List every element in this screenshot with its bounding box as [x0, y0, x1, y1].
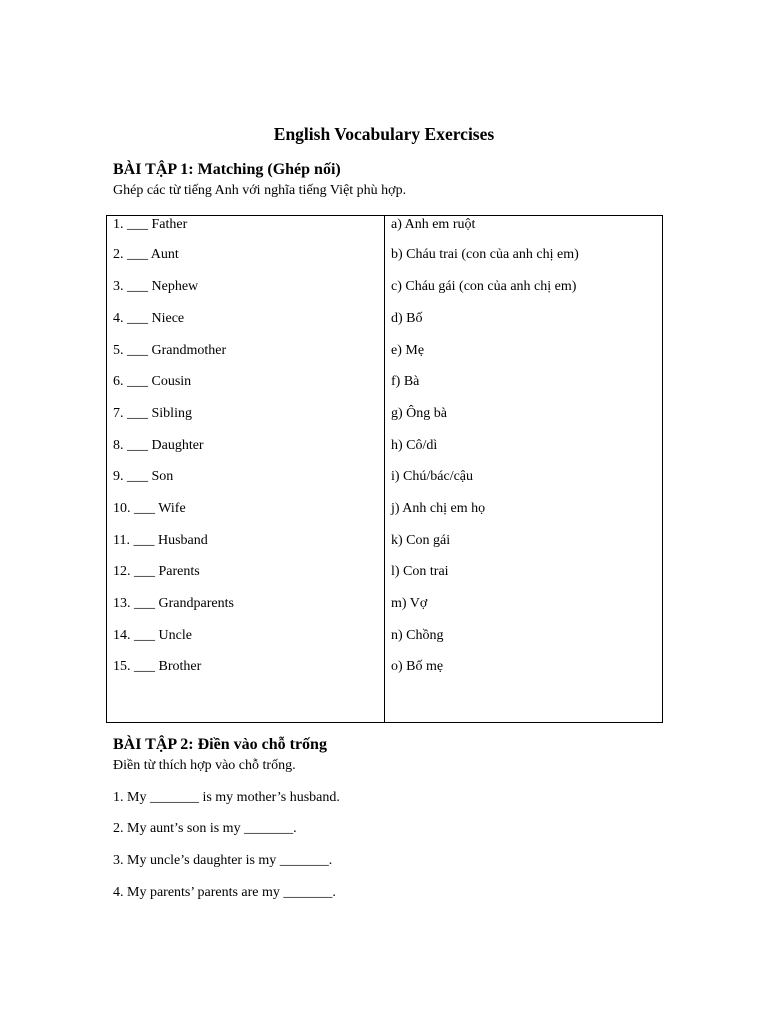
- vietnamese-item: o) Bố mẹ: [391, 659, 444, 674]
- vietnamese-item: m) Vợ: [391, 596, 428, 611]
- fill-blank-question: 1. My _______ is my mother’s husband.: [113, 790, 340, 805]
- vietnamese-item: k) Con gái: [391, 533, 451, 548]
- exercise1-instruction: Ghép các từ tiếng Anh với nghĩa tiếng Việt phù hợp.: [113, 183, 407, 198]
- fill-blank-question: 2. My aunt’s son is my _______.: [113, 821, 297, 836]
- vietnamese-item: h) Cô/dì: [391, 438, 438, 453]
- english-item: 3. ___ Nephew: [113, 279, 199, 294]
- english-item: 6. ___ Cousin: [113, 374, 192, 389]
- vietnamese-item: n) Chồng: [391, 628, 444, 643]
- english-item: 8. ___ Daughter: [113, 438, 204, 453]
- english-item: 4. ___ Niece: [113, 311, 185, 326]
- vietnamese-item: j) Anh chị em họ: [391, 501, 486, 516]
- english-words-column: [107, 216, 385, 722]
- english-item: 5. ___ Grandmother: [113, 343, 227, 358]
- matching-table: [106, 215, 663, 723]
- vietnamese-item: f) Bà: [391, 374, 420, 389]
- vietnamese-item: e) Mẹ: [391, 343, 425, 358]
- english-item: 12. ___ Parents: [113, 564, 200, 579]
- exercise1-heading: BÀI TẬP 1: Matching (Ghép nối): [113, 161, 341, 178]
- english-item: 11. ___ Husband: [113, 533, 208, 548]
- english-item: 9. ___ Son: [113, 469, 174, 484]
- fill-blank-question: 4. My parents’ parents are my _______.: [113, 885, 336, 900]
- english-item: 10. ___ Wife: [113, 501, 186, 516]
- english-item: 15. ___ Brother: [113, 659, 202, 674]
- document-title: English Vocabulary Exercises: [273, 124, 495, 144]
- english-item: 14. ___ Uncle: [113, 628, 192, 643]
- fill-blank-question: 3. My uncle’s daughter is my _______.: [113, 853, 333, 868]
- vietnamese-item: l) Con trai: [391, 564, 449, 579]
- exercise2-heading: BÀI TẬP 2: Điền vào chỗ trống: [113, 736, 327, 753]
- vietnamese-item: g) Ông bà: [391, 406, 447, 421]
- vietnamese-item: c) Cháu gái (con của anh chị em): [391, 279, 577, 294]
- english-item: 1. ___ Father: [113, 217, 188, 232]
- english-item: 7. ___ Sibling: [113, 406, 192, 421]
- vietnamese-item: d) Bố: [391, 311, 423, 326]
- vietnamese-meanings-column: [385, 216, 662, 722]
- vietnamese-item: b) Cháu trai (con của anh chị em): [391, 247, 579, 262]
- vietnamese-item: i) Chú/bác/cậu: [391, 469, 474, 484]
- exercise2-instruction: Điền từ thích hợp vào chỗ trống.: [113, 758, 296, 773]
- english-item: 13. ___ Grandparents: [113, 596, 234, 611]
- vietnamese-item: a) Anh em ruột: [391, 217, 476, 232]
- english-item: 2. ___ Aunt: [113, 247, 179, 262]
